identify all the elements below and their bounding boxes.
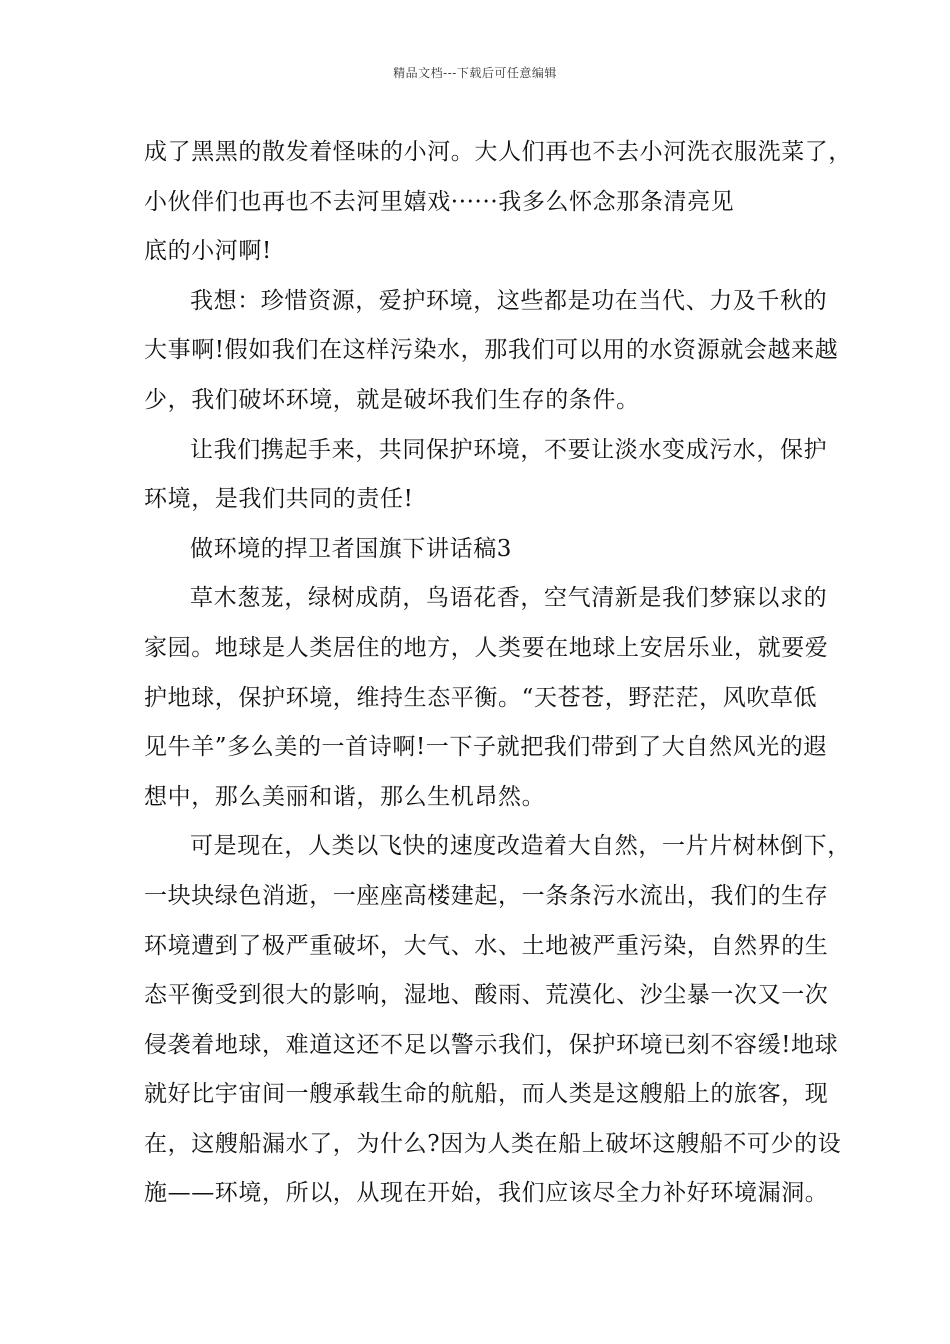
page-header: 精品文档---下载后可任意编辑 bbox=[393, 66, 557, 80]
text-line: 见牛羊”多么美的一首诗啊!一下子就把我们带到了大自然风光的遐 bbox=[144, 734, 828, 761]
text-line: 草木葱茏，绿树成荫，鸟语花香，空气清新是我们梦寐以求的 bbox=[190, 585, 828, 612]
text-line: 护地球，保护环境，维持生态平衡。“天苍苍，野茫茫，风吹草低 bbox=[144, 684, 818, 711]
text-line: 小伙伴们也再也不去河里嬉戏······我多么怀念那条清亮见 bbox=[144, 188, 735, 215]
text-line: 在，这艘船漏水了，为什么?因为人类在船上破坏这艘船不可少的设 bbox=[144, 1130, 842, 1157]
document-body bbox=[144, 128, 852, 1219]
text-line: 就好比宇宙间一艘承载生命的航船，而人类是这艘船上的旅客，现 bbox=[144, 1081, 829, 1108]
text-line: 想中，那么美丽和谐，那么生机昂然。 bbox=[144, 783, 546, 810]
text-line: 成了黑黑的散发着怪味的小河。大人们再也不去小河洗衣服洗菜了， bbox=[144, 139, 852, 165]
section-heading: 做环境的捍卫者国旗下讲话稿3 bbox=[190, 535, 513, 562]
text-line: 施——环境，所以，从现在开始，我们应该尽全力补好环境漏洞。 bbox=[144, 1180, 829, 1207]
text-line: 少，我们破坏环境，就是破坏我们生存的条件。 bbox=[144, 386, 640, 413]
text-line: 我想：珍惜资源，爱护环境，这些都是功在当代、力及千秋的 bbox=[190, 287, 828, 314]
text-line: 底的小河啊! bbox=[144, 238, 272, 265]
text-line: 环境遭到了极严重破坏，大气、水、土地被严重污染，自然界的生 bbox=[144, 932, 829, 959]
text-line: 大事啊!假如我们在这样污染水，那我们可以用的水资源就会越来越 bbox=[144, 337, 839, 364]
text-line: 环境，是我们共同的责任! bbox=[144, 486, 414, 513]
text-line: 可是现在，人类以飞快的速度改造着大自然，一片片树林倒下， bbox=[190, 833, 851, 860]
text-line: 态平衡受到很大的影响，湿地、酸雨、荒漠化、沙尘暴一次又一次 bbox=[144, 982, 829, 1009]
text-line: 让我们携起手来，共同保护环境，不要让淡水变成污水，保护 bbox=[190, 436, 828, 463]
text-line: 家园。地球是人类居住的地方，人类要在地球上安居乐业，就要爱 bbox=[144, 634, 829, 661]
text-line: 侵袭着地球，难道这还不足以警示我们，保护环境已刻不容缓!地球 bbox=[144, 1031, 839, 1058]
text-line: 一块块绿色消逝，一座座高楼建起，一条条污水流出，我们的生存 bbox=[144, 882, 829, 909]
